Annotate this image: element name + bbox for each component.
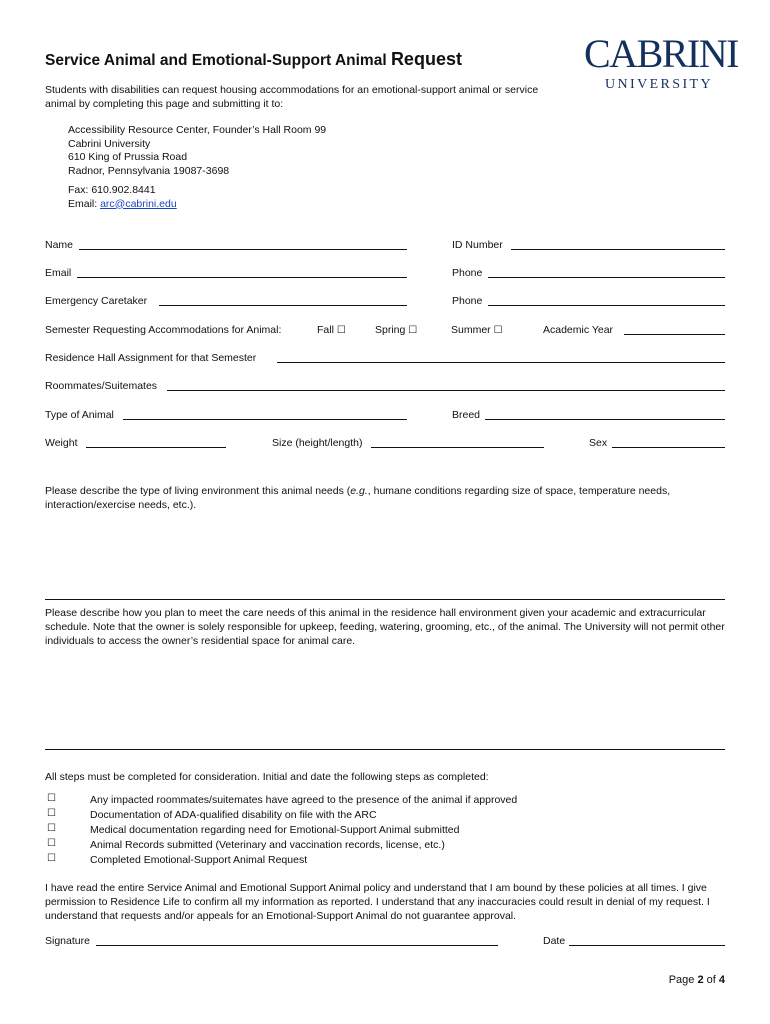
date-label: Date (543, 935, 566, 947)
q1-text-a: Please describe the type of living environment this animal needs ( (45, 485, 351, 497)
page-of: of (703, 974, 719, 986)
weight-label: Weight (45, 437, 78, 449)
email-field[interactable] (77, 277, 407, 278)
address-line: Radnor, Pennsylvania 19087-3698 (68, 164, 230, 177)
page-current: 2 (697, 974, 704, 986)
size-label: Size (height/length) (272, 437, 363, 449)
id-number-label: ID Number (452, 239, 503, 251)
answer-line-care-needs[interactable] (45, 749, 725, 750)
residence-hall-label: Residence Hall Assignment for that Semester (45, 352, 257, 364)
logo-wordmark: CABRINI (584, 31, 738, 76)
semester-label: Semester Requesting Accommodations for Animal: (45, 324, 282, 336)
weight-field[interactable] (86, 447, 226, 448)
spring-label: Spring (375, 324, 406, 336)
email-line (68, 198, 177, 212)
fall-option[interactable] (317, 324, 346, 336)
summer-label: Summer (451, 324, 491, 336)
step-checkbox[interactable]: ☐ (47, 853, 56, 864)
spring-checkbox[interactable]: ☐ (408, 325, 418, 336)
step-checkbox[interactable]: ☐ (47, 793, 56, 804)
agreement-text: I have read the entire Service Animal and Emotional Support Animal policy and understand that I am bound by these policies at all times. I give permission to Residence Life to confirm all my information as reported. I understand that any inaccuracies could result in denial of my request. I understand that requests and/or appeals for an Emotional-Support Animal do not guarantee approval. (45, 882, 710, 922)
name-field[interactable] (79, 249, 407, 250)
page-total: 4 (718, 974, 725, 986)
answer-line-living-environment[interactable] (45, 599, 725, 600)
step-checkbox[interactable]: ☐ (47, 838, 56, 849)
fall-checkbox[interactable]: ☐ (336, 325, 346, 336)
academic-year-field[interactable] (624, 334, 725, 335)
email-field-label: Email (45, 267, 72, 279)
academic-year-label: Academic Year (543, 324, 614, 336)
page-title (45, 49, 462, 70)
step-item: Documentation of ADA-qualified disability on file with the ARC (90, 809, 377, 821)
summer-option[interactable] (451, 324, 503, 336)
title-main: Service Animal and Emotional-Support Animal (45, 52, 391, 69)
address-line: Accessibility Resource Center, Founder’s Hall Room 99 (68, 124, 327, 136)
step-item: Animal Records submitted (Veterinary and vaccination records, license, etc.) (90, 839, 445, 851)
signature-label: Signature (45, 935, 90, 947)
step-item: Any impacted roommates/suitemates have agreed to the presence of the animal if approved (90, 794, 518, 806)
phone-field[interactable] (488, 277, 725, 278)
emergency-caretaker-field[interactable] (159, 305, 407, 306)
breed-field[interactable] (485, 419, 725, 420)
question-care-needs: Please describe how you plan to meet the care needs of this animal in the residence hall environment given your academic and extracurricular schedule. Note that the owner is solely responsible for upkeep, feeding, watering, grooming, etc., of the animal. The University will not permit other individuals to access the owner’s residential space for animal care. (45, 607, 725, 647)
page-number (669, 974, 725, 986)
address-line: 610 King of Prussia Road (68, 151, 188, 163)
q1-eg: e.g. (350, 485, 368, 497)
step-item: Completed Emotional-Support Animal Request (90, 854, 308, 866)
question-living-environment (45, 484, 727, 512)
roommates-field[interactable] (167, 390, 725, 391)
animal-type-field[interactable] (123, 419, 407, 420)
animal-type-label: Type of Animal (45, 409, 114, 421)
breed-label: Breed (452, 409, 481, 421)
sex-label: Sex (589, 437, 608, 449)
emergency-caretaker-label: Emergency Caretaker (45, 295, 148, 307)
step-item: Medical documentation regarding need for Emotional-Support Animal submitted (90, 824, 460, 836)
phone2-field[interactable] (488, 305, 725, 306)
logo-subtitle: UNIVERSITY (605, 77, 713, 92)
summer-checkbox[interactable]: ☐ (493, 325, 503, 336)
page-label: Page (668, 974, 698, 986)
steps-intro: All steps must be completed for consideration. Initial and date the following steps as completed: (45, 771, 489, 783)
date-field[interactable] (569, 945, 725, 946)
size-field[interactable] (371, 447, 544, 448)
q1-text-b: , humane conditions regarding size of space, temperature needs, interaction/exercise needs, etc.). (45, 485, 671, 511)
fall-label: Fall (317, 324, 334, 336)
name-label: Name (45, 239, 74, 251)
step-checkbox[interactable]: ☐ (47, 823, 56, 834)
phone2-label: Phone (452, 295, 483, 307)
id-number-field[interactable] (511, 249, 725, 250)
cabrini-logo (584, 31, 738, 96)
spring-option[interactable] (375, 324, 417, 336)
address-block (68, 124, 326, 178)
residence-hall-field[interactable] (277, 362, 725, 363)
email-link[interactable]: arc@cabrini.edu (100, 197, 177, 210)
intro-text: Students with disabilities can request housing accommodations for an emotional-support animal or service animal by completing this page and submitting it to: (45, 84, 539, 110)
contact-block (68, 184, 177, 211)
signature-field[interactable] (96, 945, 498, 946)
sex-field[interactable] (612, 447, 725, 448)
step-checkbox[interactable]: ☐ (47, 808, 56, 819)
address-line: Cabrini University (68, 137, 151, 150)
email-label: Email: (68, 197, 101, 210)
title-end: Request (390, 49, 462, 69)
fax-number: Fax: 610.902.8441 (68, 184, 156, 196)
roommates-label: Roommates/Suitemates (45, 380, 158, 392)
phone-label: Phone (452, 267, 483, 279)
